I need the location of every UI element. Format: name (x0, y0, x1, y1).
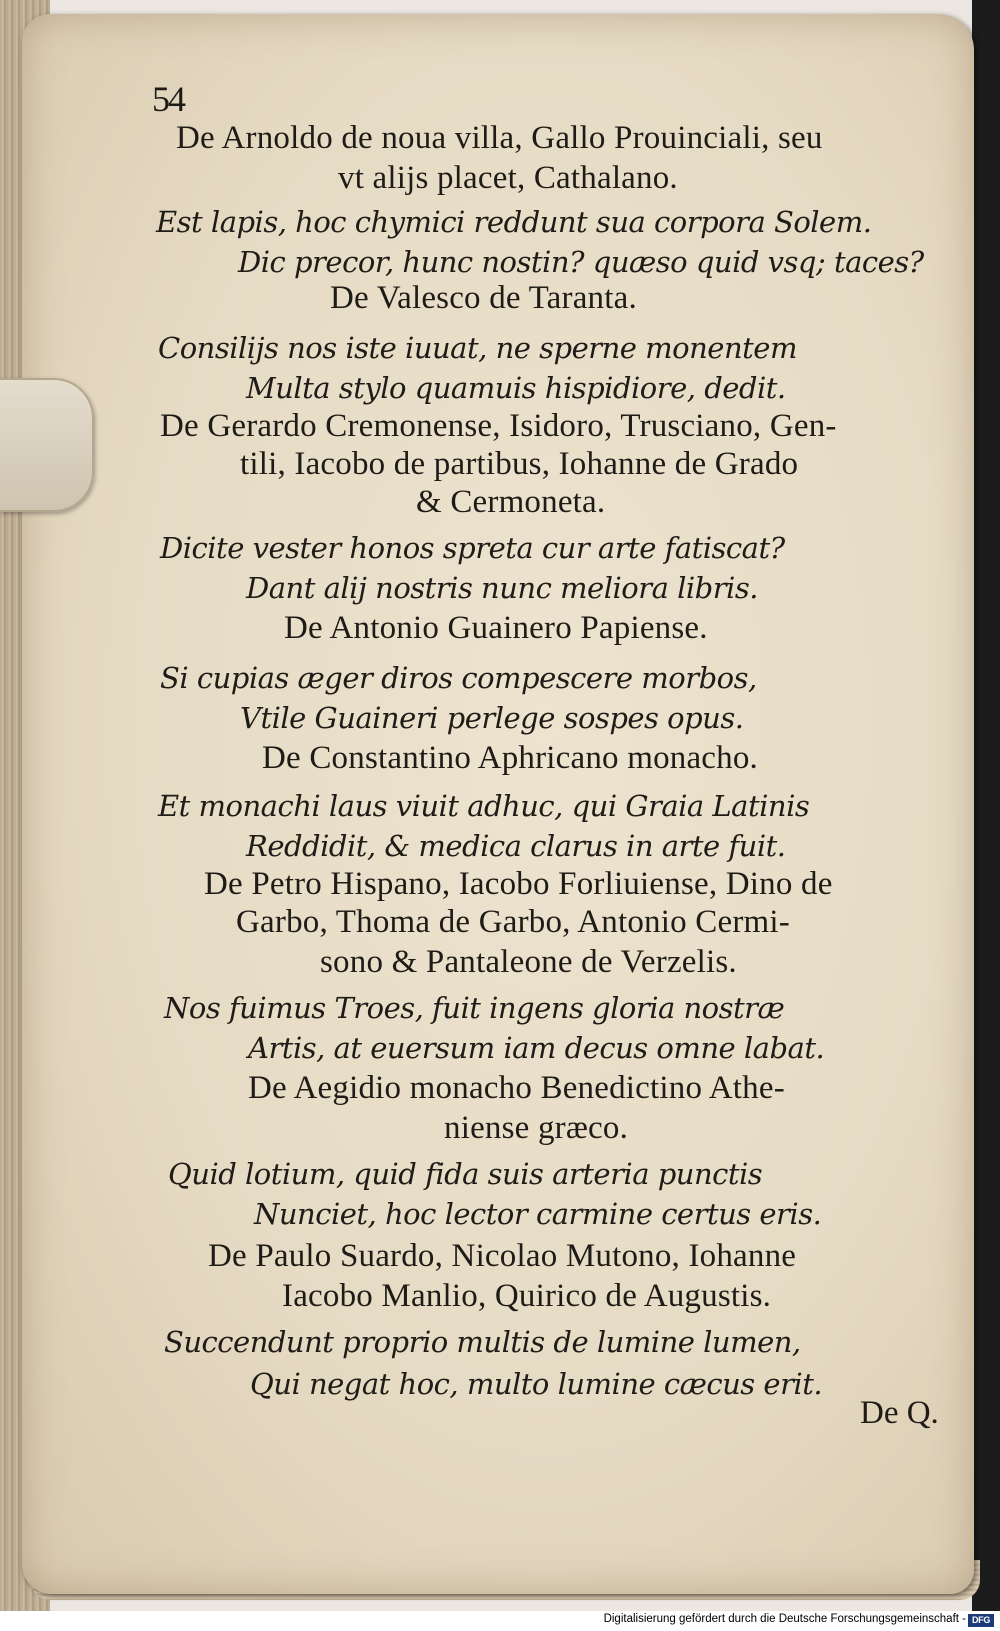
text-line: Multa stylo quamuis hispidiore, dedit. (246, 371, 786, 405)
page-tab-marker (0, 378, 94, 512)
text-line: Nunciet, hoc lector carmine certus eris. (254, 1197, 822, 1231)
text-line: sono & Pantaleone de Verzelis. (320, 944, 737, 980)
text-line: Artis, at euersum iam decus omne labat. (248, 1031, 825, 1065)
text-line: Consilijs nos iste iuuat, ne sperne monentem (158, 331, 797, 365)
text-line: Quid lotium, quid fida suis arteria punctis (168, 1157, 763, 1191)
text-line: Succendunt proprio multis de lumine lumen, (164, 1325, 801, 1359)
text-line: De Gerardo Cremonense, Isidoro, Trusciano, Gen- (160, 408, 837, 444)
text-line: Qui negat hoc, multo lumine cæcus erit. (250, 1367, 823, 1401)
text-line: De Petro Hispano, Iacobo Forliuiense, Dino de (204, 866, 833, 902)
text-line: Est lapis, hoc chymici reddunt sua corpora Solem. (156, 205, 872, 239)
text-line: De Paulo Suardo, Nicolao Mutono, Iohanne (208, 1238, 797, 1274)
page-number: 54 (152, 79, 184, 119)
text-line: Dic precor, hunc nostin? quæso quid vsq; taces? (238, 245, 924, 279)
text-line: De Aegidio monacho Benedictino Athe- (248, 1070, 785, 1106)
digitization-footer (0, 1611, 1000, 1631)
dfg-logo: DFG (968, 1614, 994, 1627)
text-line: De Constantino Aphricano monacho. (262, 740, 759, 776)
text-line: Si cupias æger diros compescere morbos, (160, 661, 757, 695)
text-line: niense græco. (444, 1110, 629, 1146)
text-line: Reddidit, & medica clarus in arte fuit. (246, 829, 786, 863)
text-line: Vtile Guaineri perlege sospes opus. (240, 701, 744, 735)
text-line: Nos fuimus Troes, fuit ingens gloria nostræ (164, 991, 785, 1025)
scan-border-right (972, 0, 1000, 1631)
text-line: Et monachi laus viuit adhuc, qui Graia Latinis (158, 789, 810, 823)
funding-credit: Digitalisierung gefördert durch die Deutsche Forschungsgemeinschaft - (603, 1613, 966, 1625)
text-line: De Valesco de Taranta. (330, 280, 637, 316)
text-line: Iacobo Manlio, Quirico de Augustis. (282, 1278, 772, 1314)
text-line: tili, Iacobo de partibus, Iohanne de Grado (240, 446, 799, 482)
text-line: & Cermoneta. (416, 484, 606, 520)
text-line: De Antonio Guainero Papiense. (284, 610, 708, 646)
text-line: De Arnoldo de noua villa, Gallo Prouinciali, seu (176, 120, 823, 156)
text-line: vt alijs placet, Cathalano. (338, 160, 678, 196)
catchword: De Q. (860, 1395, 939, 1431)
text-line: Dicite vester honos spreta cur arte fatiscat? (160, 531, 785, 565)
text-line: Garbo, Thoma de Garbo, Antonio Cermi- (236, 904, 790, 940)
text-line: Dant alij nostris nunc meliora libris. (246, 571, 758, 605)
